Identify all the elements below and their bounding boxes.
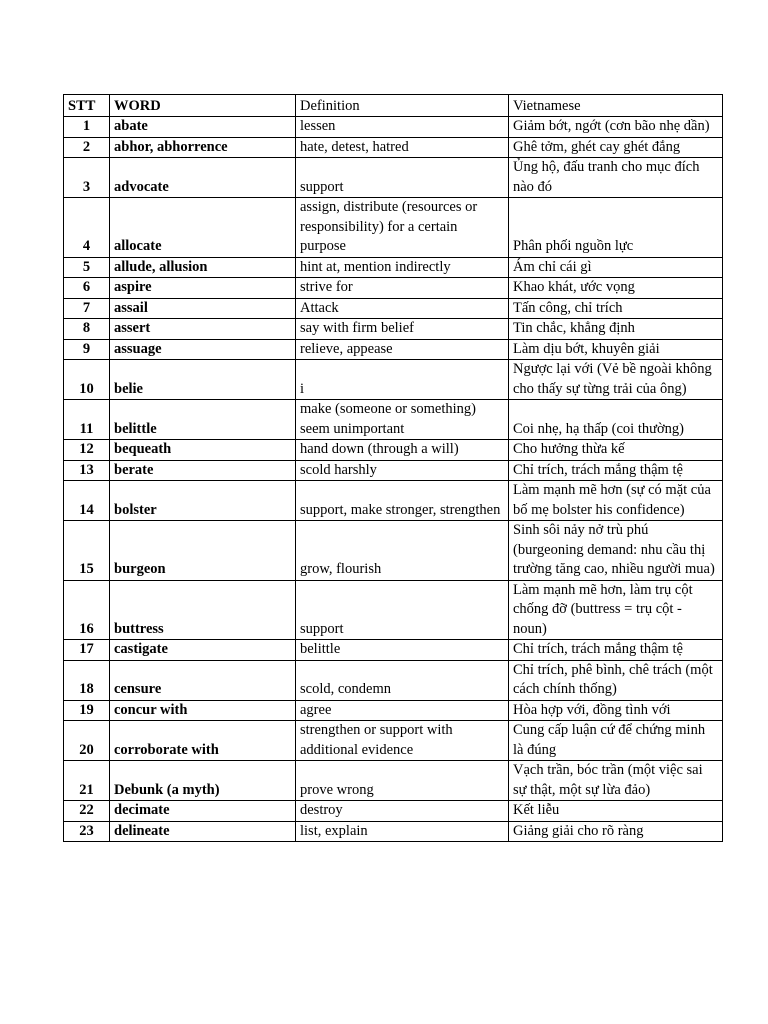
table-row (64, 440, 723, 461)
stt-cell: 3 (64, 158, 110, 198)
table-row (64, 298, 723, 319)
definition-cell: destroy (296, 801, 509, 822)
table-row (64, 158, 723, 198)
definition-cell: hate, detest, hatred (296, 137, 509, 158)
table-body (64, 117, 723, 842)
definition-cell: grow, flourish (296, 521, 509, 581)
definition-cell: assign, distribute (resources or responsibility) for a certain purpose (296, 198, 509, 258)
header-vietnamese: Vietnamese (509, 95, 723, 117)
stt-cell: 15 (64, 521, 110, 581)
vietnamese-cell: Phân phối nguồn lực (509, 198, 723, 258)
vietnamese-cell: Chỉ trích, trách mắng thậm tệ (509, 460, 723, 481)
definition-cell: strengthen or support with additional evidence (296, 721, 509, 761)
table-row (64, 660, 723, 700)
word-cell: Debunk (a myth) (110, 761, 296, 801)
vocabulary-table (63, 94, 723, 842)
table-row (64, 319, 723, 340)
word-cell: aspire (110, 278, 296, 299)
word-cell: burgeon (110, 521, 296, 581)
definition-cell: lessen (296, 117, 509, 138)
definition-cell: support (296, 158, 509, 198)
stt-cell: 6 (64, 278, 110, 299)
stt-cell: 20 (64, 721, 110, 761)
table-row (64, 460, 723, 481)
stt-cell: 12 (64, 440, 110, 461)
stt-cell: 9 (64, 339, 110, 360)
word-cell: castigate (110, 640, 296, 661)
vietnamese-cell: Ghê tởm, ghét cay ghét đắng (509, 137, 723, 158)
header-stt: STT (64, 95, 110, 117)
definition-cell: strive for (296, 278, 509, 299)
word-cell: assert (110, 319, 296, 340)
definition-cell: relieve, appease (296, 339, 509, 360)
word-cell: assuage (110, 339, 296, 360)
stt-cell: 22 (64, 801, 110, 822)
header-definition: Definition (296, 95, 509, 117)
word-cell: assail (110, 298, 296, 319)
table-row (64, 198, 723, 258)
stt-cell: 10 (64, 360, 110, 400)
vietnamese-cell: Cung cấp luận cứ để chứng minh là đúng (509, 721, 723, 761)
vietnamese-cell: Giảng giải cho rõ ràng (509, 821, 723, 842)
table-row (64, 640, 723, 661)
vietnamese-cell: Tấn công, chỉ trích (509, 298, 723, 319)
word-cell: censure (110, 660, 296, 700)
table-row (64, 761, 723, 801)
vietnamese-cell: Ngược lại với (Vẻ bề ngoài không cho thấy sự từng trải của ông) (509, 360, 723, 400)
vietnamese-cell: Ủng hộ, đấu tranh cho mục đích nào đó (509, 158, 723, 198)
word-cell: delineate (110, 821, 296, 842)
definition-cell: hint at, mention indirectly (296, 257, 509, 278)
definition-cell: belittle (296, 640, 509, 661)
word-cell: buttress (110, 580, 296, 640)
vietnamese-cell: Cho hưởng thừa kế (509, 440, 723, 461)
definition-cell: support, make stronger, strengthen (296, 481, 509, 521)
vietnamese-cell: Tin chắc, khẳng định (509, 319, 723, 340)
vietnamese-cell: Kết liễu (509, 801, 723, 822)
word-cell: abhor, abhorrence (110, 137, 296, 158)
table-row (64, 278, 723, 299)
stt-cell: 2 (64, 137, 110, 158)
stt-cell: 19 (64, 700, 110, 721)
vietnamese-cell: Vạch trần, bóc trần (một việc sai sự thật, một sự lừa đảo) (509, 761, 723, 801)
definition-cell: scold, condemn (296, 660, 509, 700)
table-row (64, 580, 723, 640)
table-row (64, 360, 723, 400)
word-cell: abate (110, 117, 296, 138)
vietnamese-cell: Giảm bớt, ngớt (cơn bão nhẹ dần) (509, 117, 723, 138)
table-row (64, 400, 723, 440)
stt-cell: 23 (64, 821, 110, 842)
stt-cell: 18 (64, 660, 110, 700)
word-cell: advocate (110, 158, 296, 198)
vietnamese-cell: Làm mạnh mẽ hơn (sự có mặt của bố mẹ bolster his confidence) (509, 481, 723, 521)
stt-cell: 13 (64, 460, 110, 481)
word-cell: concur with (110, 700, 296, 721)
vietnamese-cell: Sinh sôi nảy nở trù phú (burgeoning demand: nhu cầu thị trường tăng cao, nhiều người mua) (509, 521, 723, 581)
table-row (64, 137, 723, 158)
vietnamese-cell: Khao khát, ước vọng (509, 278, 723, 299)
table-row (64, 801, 723, 822)
header-row (64, 95, 723, 117)
vietnamese-cell: Coi nhẹ, hạ thấp (coi thường) (509, 400, 723, 440)
definition-cell: list, explain (296, 821, 509, 842)
stt-cell: 16 (64, 580, 110, 640)
definition-cell: scold harshly (296, 460, 509, 481)
definition-cell: hand down (through a will) (296, 440, 509, 461)
definition-cell: agree (296, 700, 509, 721)
table-row (64, 721, 723, 761)
word-cell: bolster (110, 481, 296, 521)
stt-cell: 21 (64, 761, 110, 801)
definition-cell: prove wrong (296, 761, 509, 801)
word-cell: belie (110, 360, 296, 400)
definition-cell: make (someone or something) seem unimportant (296, 400, 509, 440)
header-word: WORD (110, 95, 296, 117)
word-cell: allocate (110, 198, 296, 258)
stt-cell: 8 (64, 319, 110, 340)
vietnamese-cell: Chỉ trích, phê bình, chê trách (một cách chính thống) (509, 660, 723, 700)
stt-cell: 4 (64, 198, 110, 258)
definition-cell: support (296, 580, 509, 640)
definition-cell: say with firm belief (296, 319, 509, 340)
table-row (64, 521, 723, 581)
stt-cell: 7 (64, 298, 110, 319)
word-cell: bequeath (110, 440, 296, 461)
definition-cell: Attack (296, 298, 509, 319)
table-row (64, 481, 723, 521)
stt-cell: 14 (64, 481, 110, 521)
word-cell: corroborate with (110, 721, 296, 761)
stt-cell: 11 (64, 400, 110, 440)
vietnamese-cell: Ám chỉ cái gì (509, 257, 723, 278)
word-cell: berate (110, 460, 296, 481)
vietnamese-cell: Làm mạnh mẽ hơn, làm trụ cột chống đỡ (buttress = trụ cột - noun) (509, 580, 723, 640)
word-cell: allude, allusion (110, 257, 296, 278)
word-cell: belittle (110, 400, 296, 440)
table-row (64, 700, 723, 721)
vietnamese-cell: Hòa hợp với, đồng tình với (509, 700, 723, 721)
table-row (64, 339, 723, 360)
table-row (64, 117, 723, 138)
stt-cell: 1 (64, 117, 110, 138)
vietnamese-cell: Chỉ trích, trách mắng thậm tệ (509, 640, 723, 661)
stt-cell: 5 (64, 257, 110, 278)
table-row (64, 257, 723, 278)
definition-cell: i (296, 360, 509, 400)
vietnamese-cell: Làm dịu bớt, khuyên giải (509, 339, 723, 360)
word-cell: decimate (110, 801, 296, 822)
stt-cell: 17 (64, 640, 110, 661)
table-row (64, 821, 723, 842)
